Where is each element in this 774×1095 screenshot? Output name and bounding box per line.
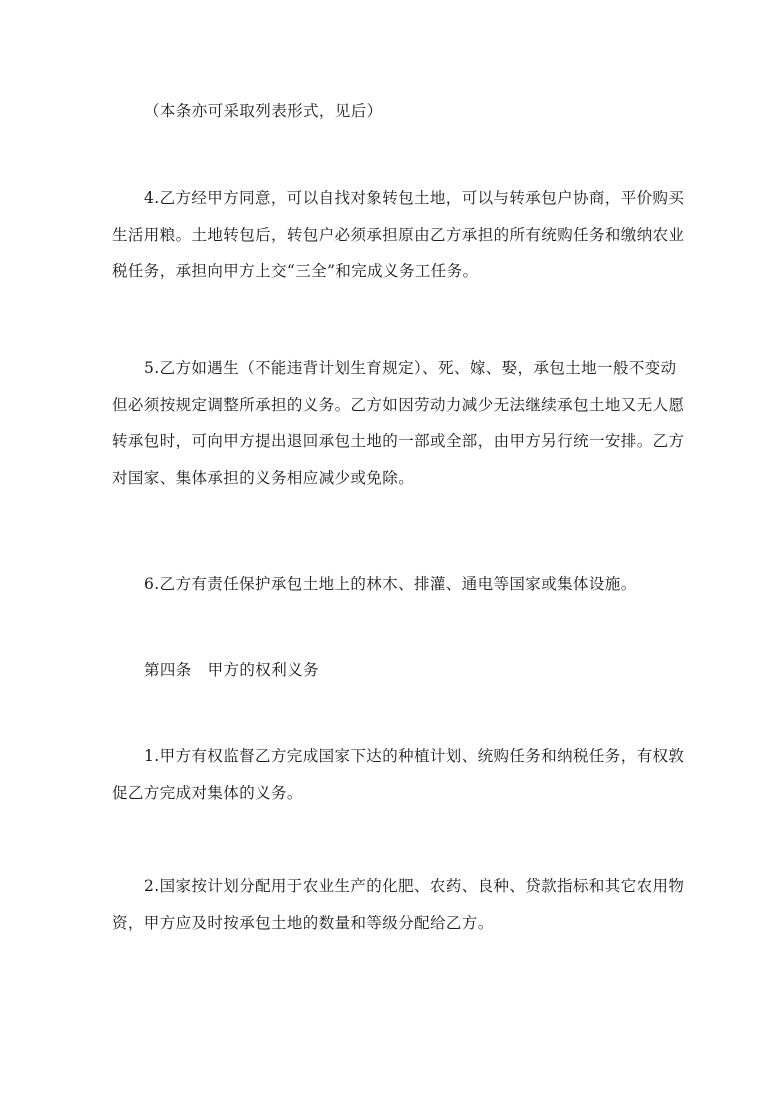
article-heading	[112, 652, 660, 689]
text-line: 第四条 甲方的权利义务	[144, 661, 319, 679]
text-line: 5.乙方如遇生（不能违背计划生育规定）、死、嫁、娶，承包土地一般不变动	[144, 359, 677, 377]
text-line: 转承包时，可向甲方提出退回承包土地的一部或全部，由甲方另行统一安排。乙方	[112, 432, 685, 450]
paragraph-clause-6	[112, 566, 660, 603]
paragraph-duty-2	[112, 868, 685, 941]
text-line: （本条亦可采取列表形式，见后）	[144, 102, 383, 120]
text-line: 6.乙方有责任保护承包土地上的林木、排灌、通电等国家或集体设施。	[144, 575, 637, 593]
text-line: 2.国家按计划分配用于农业生产的化肥、农药、良种、贷款指标和其它农用物	[144, 877, 685, 895]
text-line: 但必须按规定调整所承担的义务。乙方如因劳动力减少无法继续承包土地又无人愿	[112, 395, 685, 414]
paragraph-note	[112, 93, 660, 130]
text-line: 税任务，承担向甲方上交“三全”和完成义务工任务。	[112, 262, 479, 280]
text-line: 生活用粮。土地转包后，转包户必须承担原由乙方承担的所有统购任务和缴纳农业	[112, 225, 685, 244]
paragraph-duty-1	[112, 738, 685, 811]
paragraph-clause-4	[112, 180, 685, 290]
text-line: 对国家、集体承担的义务相应减少或免除。	[112, 468, 415, 487]
text-line: 促乙方完成对集体的义务。	[112, 783, 303, 802]
text-line: 资，甲方应及时按承包土地的数量和等级分配给乙方。	[112, 913, 494, 932]
text-line: 4.乙方经甲方同意，可以自找对象转包土地，可以与转承包户协商，平价购买	[144, 189, 685, 207]
paragraph-clause-5	[112, 350, 685, 496]
text-line: 1.甲方有权监督乙方完成国家下达的种植计划、统购任务和纳税任务，有权敦	[144, 747, 685, 765]
